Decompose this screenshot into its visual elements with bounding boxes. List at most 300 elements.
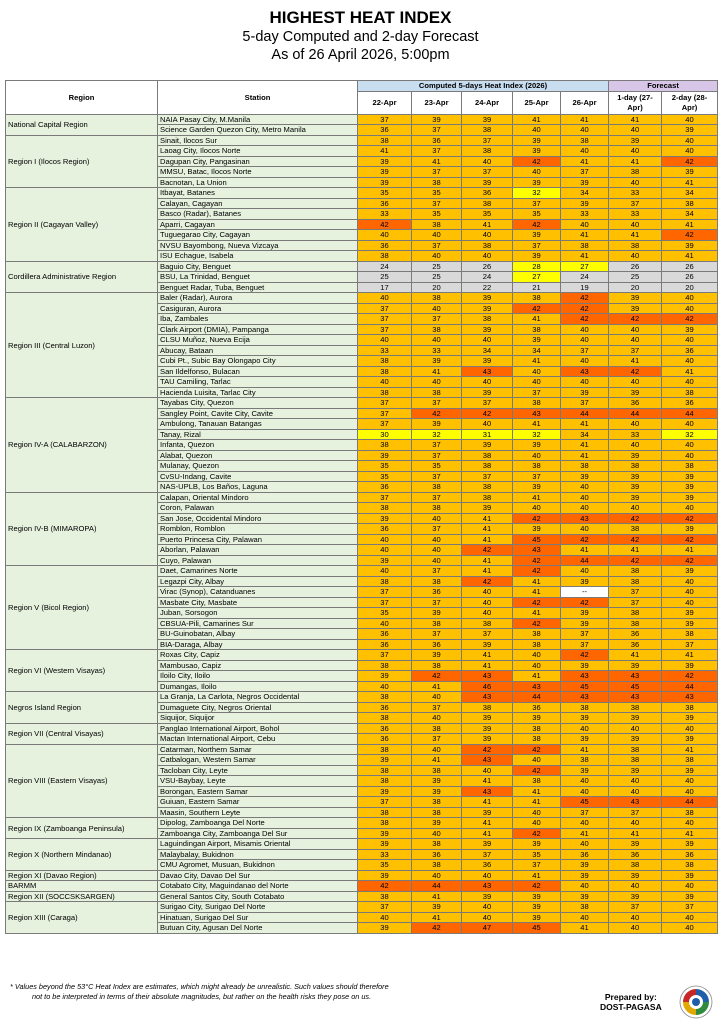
heat-index-value: 39 [358, 839, 412, 850]
heat-index-value: 38 [358, 891, 412, 902]
heat-index-value: 38 [513, 293, 561, 304]
heat-index-value: 40 [561, 377, 609, 388]
heat-index-value: 41 [513, 671, 561, 682]
heat-index-value: 40 [412, 870, 462, 881]
station-cell: Itbayat, Batanes [158, 188, 358, 199]
heat-index-value: 35 [358, 860, 412, 871]
region-cell: Region XI (Davao Region) [6, 870, 158, 881]
forecast-value: 36 [662, 849, 718, 860]
forecast-value: 39 [609, 870, 662, 881]
heat-index-value: 41 [412, 912, 462, 923]
heat-index-value: 42 [513, 513, 561, 524]
forecast-value: 40 [609, 440, 662, 451]
heat-index-value: 40 [412, 251, 462, 262]
forecast-value: 40 [662, 576, 718, 587]
heat-index-value: 37 [358, 587, 412, 598]
heat-index-value: 45 [561, 681, 609, 692]
forecast-value: 39 [609, 303, 662, 314]
heat-index-value: 36 [513, 702, 561, 713]
heat-index-value: 39 [358, 177, 412, 188]
heat-index-value: 40 [513, 807, 561, 818]
heat-index-value: 36 [412, 849, 462, 860]
station-cell: Daet, Camarines Norte [158, 566, 358, 577]
forecast-value: 39 [662, 240, 718, 251]
heat-index-value: 24 [358, 261, 412, 272]
forecast-value: 39 [662, 839, 718, 850]
heat-index-value: 43 [513, 408, 561, 419]
heat-index-value: 40 [561, 786, 609, 797]
forecast-value: 42 [609, 314, 662, 325]
table-row [6, 881, 718, 892]
heat-index-value: 39 [462, 807, 513, 818]
heat-index-value: 40 [358, 335, 412, 346]
heat-index-value: 36 [358, 629, 412, 640]
station-cell: MMSU, Batac, Ilocos Norte [158, 167, 358, 178]
heat-index-value: 36 [462, 188, 513, 199]
forecast-value: 44 [662, 681, 718, 692]
table-row [6, 902, 718, 913]
heat-index-value: 37 [412, 167, 462, 178]
heat-index-value: 33 [412, 345, 462, 356]
heat-index-value: 37 [561, 629, 609, 640]
region-cell: Region II (Cagayan Valley) [6, 188, 158, 262]
forecast-value: 42 [662, 534, 718, 545]
forecast-value: 40 [662, 450, 718, 461]
forecast-value: 39 [662, 492, 718, 503]
heat-index-value: 40 [358, 545, 412, 556]
heat-index-value: 40 [462, 587, 513, 598]
forecast-value: 37 [609, 587, 662, 598]
date-header: 24-Apr [462, 91, 513, 114]
footnote [10, 982, 460, 1002]
heat-index-value: 41 [513, 797, 561, 808]
forecast-value: 38 [609, 860, 662, 871]
region-cell: Region VI (Western Visayas) [6, 650, 158, 692]
heat-index-value: 40 [513, 125, 561, 136]
forecast-value: 40 [662, 335, 718, 346]
heat-index-value: 40 [358, 566, 412, 577]
forecast-value: 38 [609, 566, 662, 577]
station-cell: Hacienda Luisita, Tarlac City [158, 387, 358, 398]
heat-index-value: 41 [462, 219, 513, 230]
station-cell: Roxas City, Capiz [158, 650, 358, 661]
station-cell: Malaybalay, Bukidnon [158, 849, 358, 860]
heat-index-value: 38 [412, 797, 462, 808]
forecast-value: 39 [662, 125, 718, 136]
heat-index-value: 40 [462, 377, 513, 388]
station-cell: Virac (Synop), Catanduanes [158, 587, 358, 598]
heat-index-value: 40 [358, 534, 412, 545]
forecast-value: 38 [609, 618, 662, 629]
forecast-value: 37 [662, 902, 718, 913]
heat-index-value: 36 [358, 125, 412, 136]
heat-index-value: 41 [513, 576, 561, 587]
forecast-value: 37 [662, 639, 718, 650]
forecast-value: 42 [662, 555, 718, 566]
heat-index-value: 37 [358, 797, 412, 808]
heat-index-value: 39 [462, 734, 513, 745]
heat-index-value: 37 [358, 597, 412, 608]
heat-index-value: 37 [358, 398, 412, 409]
heat-index-value: 38 [462, 492, 513, 503]
station-column-header: Station [158, 81, 358, 115]
heat-index-value: 39 [412, 114, 462, 125]
heat-index-value: 39 [561, 660, 609, 671]
forecast-value: 44 [662, 797, 718, 808]
region-cell: BARMM [6, 881, 158, 892]
heat-index-value: 38 [561, 240, 609, 251]
forecast-value: 40 [662, 146, 718, 157]
heat-index-value: 42 [513, 828, 561, 839]
heat-index-value: 45 [513, 534, 561, 545]
heat-index-value: 40 [513, 167, 561, 178]
forecast-value: 40 [609, 324, 662, 335]
heat-index-value: 40 [513, 503, 561, 514]
heat-index-value: 39 [561, 387, 609, 398]
station-cell: San Ildelfonso, Bulacan [158, 366, 358, 377]
heat-index-value: 37 [412, 597, 462, 608]
heat-index-value: 38 [358, 366, 412, 377]
heat-index-value: 37 [412, 629, 462, 640]
heat-index-value: 40 [412, 377, 462, 388]
forecast-value: 43 [662, 692, 718, 703]
station-cell: Butuan City, Agusan Del Norte [158, 923, 358, 934]
forecast-value: 39 [662, 713, 718, 724]
table-row [6, 566, 718, 577]
heat-index-value: 37 [412, 146, 462, 157]
heat-index-value: 37 [358, 314, 412, 325]
station-cell: Dumaguete City, Negros Oriental [158, 702, 358, 713]
heat-index-value: 35 [412, 209, 462, 220]
heat-index-value: 37 [412, 398, 462, 409]
heat-index-value: 39 [561, 471, 609, 482]
heat-index-value: 38 [358, 387, 412, 398]
station-cell: CvSU-Indang, Cavite [158, 471, 358, 482]
heat-index-value: 39 [561, 576, 609, 587]
heat-index-value: 33 [358, 849, 412, 860]
heat-index-value: 42 [513, 765, 561, 776]
heat-index-value: 40 [513, 818, 561, 829]
heat-index-value: 41 [462, 513, 513, 524]
forecast-value: 39 [609, 713, 662, 724]
heat-index-value: 36 [358, 482, 412, 493]
forecast-value: 33 [609, 188, 662, 199]
forecast-value: 40 [662, 503, 718, 514]
heat-index-value: 27 [513, 272, 561, 283]
heat-index-value: 43 [462, 786, 513, 797]
station-cell: Cubi Pt., Subic Bay Olongapo City [158, 356, 358, 367]
heat-index-value: 34 [561, 188, 609, 199]
heat-index-value: 40 [561, 219, 609, 230]
heat-index-value: 21 [513, 282, 561, 293]
station-cell: CMU Agromet, Musuan, Bukidnon [158, 860, 358, 871]
heat-index-value: 38 [561, 702, 609, 713]
forecast-value: 44 [662, 408, 718, 419]
forecast-value: 34 [662, 188, 718, 199]
heat-index-value: 38 [358, 440, 412, 451]
table-row [6, 744, 718, 755]
forecast-value: 41 [609, 545, 662, 556]
heat-index-value: 38 [412, 765, 462, 776]
heat-index-value: 40 [462, 230, 513, 241]
heat-index-value: 38 [412, 293, 462, 304]
heat-index-value: 39 [561, 618, 609, 629]
heat-index-value: 35 [358, 461, 412, 472]
forecast-value: 40 [662, 587, 718, 598]
heat-index-value: 40 [358, 377, 412, 388]
heat-index-value: 40 [561, 482, 609, 493]
heat-index-value: 40 [561, 566, 609, 577]
heat-index-value: 32 [412, 429, 462, 440]
forecast-value: 40 [609, 776, 662, 787]
heat-index-value: 39 [462, 177, 513, 188]
heat-index-value: -- [561, 587, 609, 598]
heat-index-value: 39 [462, 387, 513, 398]
station-cell: Sangley Point, Cavite City, Cavite [158, 408, 358, 419]
heat-index-value: 36 [358, 639, 412, 650]
station-cell: Davao City, Davao Del Sur [158, 870, 358, 881]
station-cell: Romblon, Romblon [158, 524, 358, 535]
heat-index-value: 43 [561, 692, 609, 703]
region-cell: National Capital Region [6, 114, 158, 135]
heat-index-value: 41 [412, 366, 462, 377]
heat-index-value: 38 [358, 818, 412, 829]
station-cell: Bacnotan, La Union [158, 177, 358, 188]
heat-index-value: 42 [561, 597, 609, 608]
heat-index-value: 19 [561, 282, 609, 293]
heat-index-value: 38 [358, 356, 412, 367]
table-row [6, 692, 718, 703]
heat-index-value: 39 [561, 870, 609, 881]
heat-index-value: 40 [513, 650, 561, 661]
forecast-value: 20 [662, 282, 718, 293]
heat-index-value: 37 [412, 450, 462, 461]
heat-index-value: 37 [412, 240, 462, 251]
heat-index-value: 42 [561, 293, 609, 304]
heat-index-value: 37 [412, 471, 462, 482]
forecast-value: 42 [662, 513, 718, 524]
heat-index-value: 45 [561, 797, 609, 808]
forecast-value: 40 [609, 419, 662, 430]
region-cell: Region XII (SOCCSKSARGEN) [6, 891, 158, 902]
forecast-value: 39 [662, 608, 718, 619]
heat-index-value: 39 [462, 503, 513, 514]
heat-index-value: 38 [412, 387, 462, 398]
heat-index-value: 37 [412, 440, 462, 451]
heat-index-value: 39 [412, 356, 462, 367]
heat-index-value: 43 [513, 681, 561, 692]
heat-index-value: 41 [561, 440, 609, 451]
forecast-value: 36 [662, 398, 718, 409]
heat-index-value: 39 [561, 860, 609, 871]
station-cell: General Santos City, South Cotabato [158, 891, 358, 902]
station-cell: Puerto Princesa City, Palawan [158, 534, 358, 545]
heat-index-value: 41 [462, 818, 513, 829]
heat-index-value: 40 [412, 744, 462, 755]
station-cell: Sinait, Ilocos Sur [158, 135, 358, 146]
forecast-value: 38 [609, 461, 662, 472]
forecast-value: 38 [662, 860, 718, 871]
station-cell: Iba, Zambales [158, 314, 358, 325]
heat-index-value: 41 [412, 156, 462, 167]
forecast-value: 38 [662, 755, 718, 766]
heat-index-value: 35 [513, 209, 561, 220]
station-cell: Ambulong, Tanauan Batangas [158, 419, 358, 430]
station-cell: Basco (Radar), Batanes [158, 209, 358, 220]
forecast-value: 39 [662, 660, 718, 671]
heat-index-value: 38 [412, 219, 462, 230]
station-cell: Cotabato City, Maguindanao del Norte [158, 881, 358, 892]
heat-index-value: 40 [561, 839, 609, 850]
heat-index-value: 38 [358, 765, 412, 776]
station-cell: Mactan International Airport, Cebu [158, 734, 358, 745]
heat-index-value: 42 [561, 314, 609, 325]
heat-index-value: 33 [358, 209, 412, 220]
heat-index-value: 40 [513, 366, 561, 377]
heat-index-value: 40 [462, 870, 513, 881]
heat-index-value: 41 [561, 923, 609, 934]
heat-index-value: 35 [462, 209, 513, 220]
station-cell: Catbalogan, Western Samar [158, 755, 358, 766]
heat-index-value: 39 [462, 440, 513, 451]
table-row [6, 135, 718, 146]
forecast-value: 43 [609, 797, 662, 808]
forecast-value: 41 [662, 219, 718, 230]
forecast-value: 39 [609, 891, 662, 902]
heat-index-value: 44 [513, 692, 561, 703]
forecast-value: 40 [662, 303, 718, 314]
heat-index-value: 41 [462, 524, 513, 535]
forecast-value: 38 [609, 167, 662, 178]
table-row [6, 870, 718, 881]
heat-index-value: 40 [561, 324, 609, 335]
forecast-value: 39 [662, 482, 718, 493]
heat-index-value: 37 [358, 408, 412, 419]
heat-index-value: 37 [358, 114, 412, 125]
heat-index-value: 40 [412, 534, 462, 545]
heat-index-value: 41 [412, 681, 462, 692]
heat-index-value: 38 [462, 198, 513, 209]
heat-index-value: 24 [561, 272, 609, 283]
heat-index-value: 38 [412, 660, 462, 671]
heat-index-value: 38 [358, 576, 412, 587]
heat-index-value: 39 [561, 713, 609, 724]
heat-index-value: 38 [462, 146, 513, 157]
heat-index-value: 38 [513, 723, 561, 734]
heat-index-value: 42 [358, 219, 412, 230]
heat-index-value: 40 [412, 828, 462, 839]
pagasa-logo-icon [679, 985, 713, 1019]
table-row [6, 492, 718, 503]
heat-index-value: 38 [412, 576, 462, 587]
region-cell: Region I (Ilocos Region) [6, 135, 158, 188]
heat-index-value: 39 [358, 870, 412, 881]
heat-index-value: 39 [412, 419, 462, 430]
forecast-value: 39 [609, 471, 662, 482]
heat-index-value: 33 [358, 345, 412, 356]
forecast-value: 42 [662, 314, 718, 325]
station-cell: Casiguran, Aurora [158, 303, 358, 314]
heat-index-value: 40 [358, 293, 412, 304]
heat-index-value: 38 [513, 639, 561, 650]
forecast-value: 39 [609, 135, 662, 146]
forecast-value: 42 [662, 230, 718, 241]
heat-index-value: 39 [462, 639, 513, 650]
forecast-value: 40 [609, 177, 662, 188]
heat-index-value: 39 [358, 923, 412, 934]
heat-index-value: 39 [358, 555, 412, 566]
table-row [6, 839, 718, 850]
date-header: 25-Apr [513, 91, 561, 114]
heat-index-value: 37 [462, 398, 513, 409]
heat-index-value: 30 [358, 429, 412, 440]
region-cell: Region V (Bicol Region) [6, 566, 158, 650]
heat-index-value: 40 [462, 608, 513, 619]
heat-index-value: 37 [513, 240, 561, 251]
heat-index-value: 40 [561, 912, 609, 923]
forecast-value: 37 [609, 597, 662, 608]
heat-index-value: 25 [412, 261, 462, 272]
heat-index-value: 37 [462, 849, 513, 860]
forecast-value: 41 [609, 650, 662, 661]
heat-index-value: 42 [513, 566, 561, 577]
heat-index-value: 42 [412, 671, 462, 682]
station-cell: Dumangas, Iloilo [158, 681, 358, 692]
heat-index-value: 40 [462, 765, 513, 776]
region-cell: Negros Island Region [6, 692, 158, 724]
heat-index-value: 41 [462, 797, 513, 808]
station-cell: Science Garden Quezon City, Metro Manila [158, 125, 358, 136]
heat-index-value: 39 [561, 734, 609, 745]
report-header [0, 8, 721, 64]
heat-index-value: 40 [513, 660, 561, 671]
forecast-value: 39 [662, 566, 718, 577]
heat-index-value: 37 [513, 471, 561, 482]
station-cell: CBSUA-Pili, Camarines Sur [158, 618, 358, 629]
heat-index-value: 38 [561, 135, 609, 146]
heat-index-value: 40 [462, 335, 513, 346]
forecast-value: 41 [662, 545, 718, 556]
heat-index-value: 40 [358, 912, 412, 923]
heat-index-value: 39 [462, 324, 513, 335]
date-header: 26-Apr [561, 91, 609, 114]
heat-index-value: 38 [412, 723, 462, 734]
heat-index-value: 37 [462, 135, 513, 146]
forecast-value: 40 [662, 356, 718, 367]
heat-index-value: 35 [513, 849, 561, 860]
station-cell: NVSU Bayombong, Nueva Vizcaya [158, 240, 358, 251]
forecast-value: 20 [609, 282, 662, 293]
heat-index-value: 33 [561, 209, 609, 220]
heat-index-value: 41 [561, 545, 609, 556]
heat-index-value: 38 [358, 807, 412, 818]
forecast-value: 41 [609, 230, 662, 241]
heat-index-value: 40 [358, 681, 412, 692]
heat-index-value: 43 [513, 545, 561, 556]
heat-index-value: 25 [358, 272, 412, 283]
heat-index-value: 41 [412, 891, 462, 902]
forecast-value: 26 [662, 261, 718, 272]
heat-index-value: 36 [462, 860, 513, 871]
forecast-value: 40 [609, 377, 662, 388]
station-cell: Panglao International Airport, Bohol [158, 723, 358, 734]
heat-index-value: 40 [561, 335, 609, 346]
heat-index-value: 39 [358, 167, 412, 178]
forecast-value: 40 [609, 912, 662, 923]
heat-index-value: 43 [462, 755, 513, 766]
forecast-value: 39 [662, 324, 718, 335]
forecast-value: 40 [609, 818, 662, 829]
